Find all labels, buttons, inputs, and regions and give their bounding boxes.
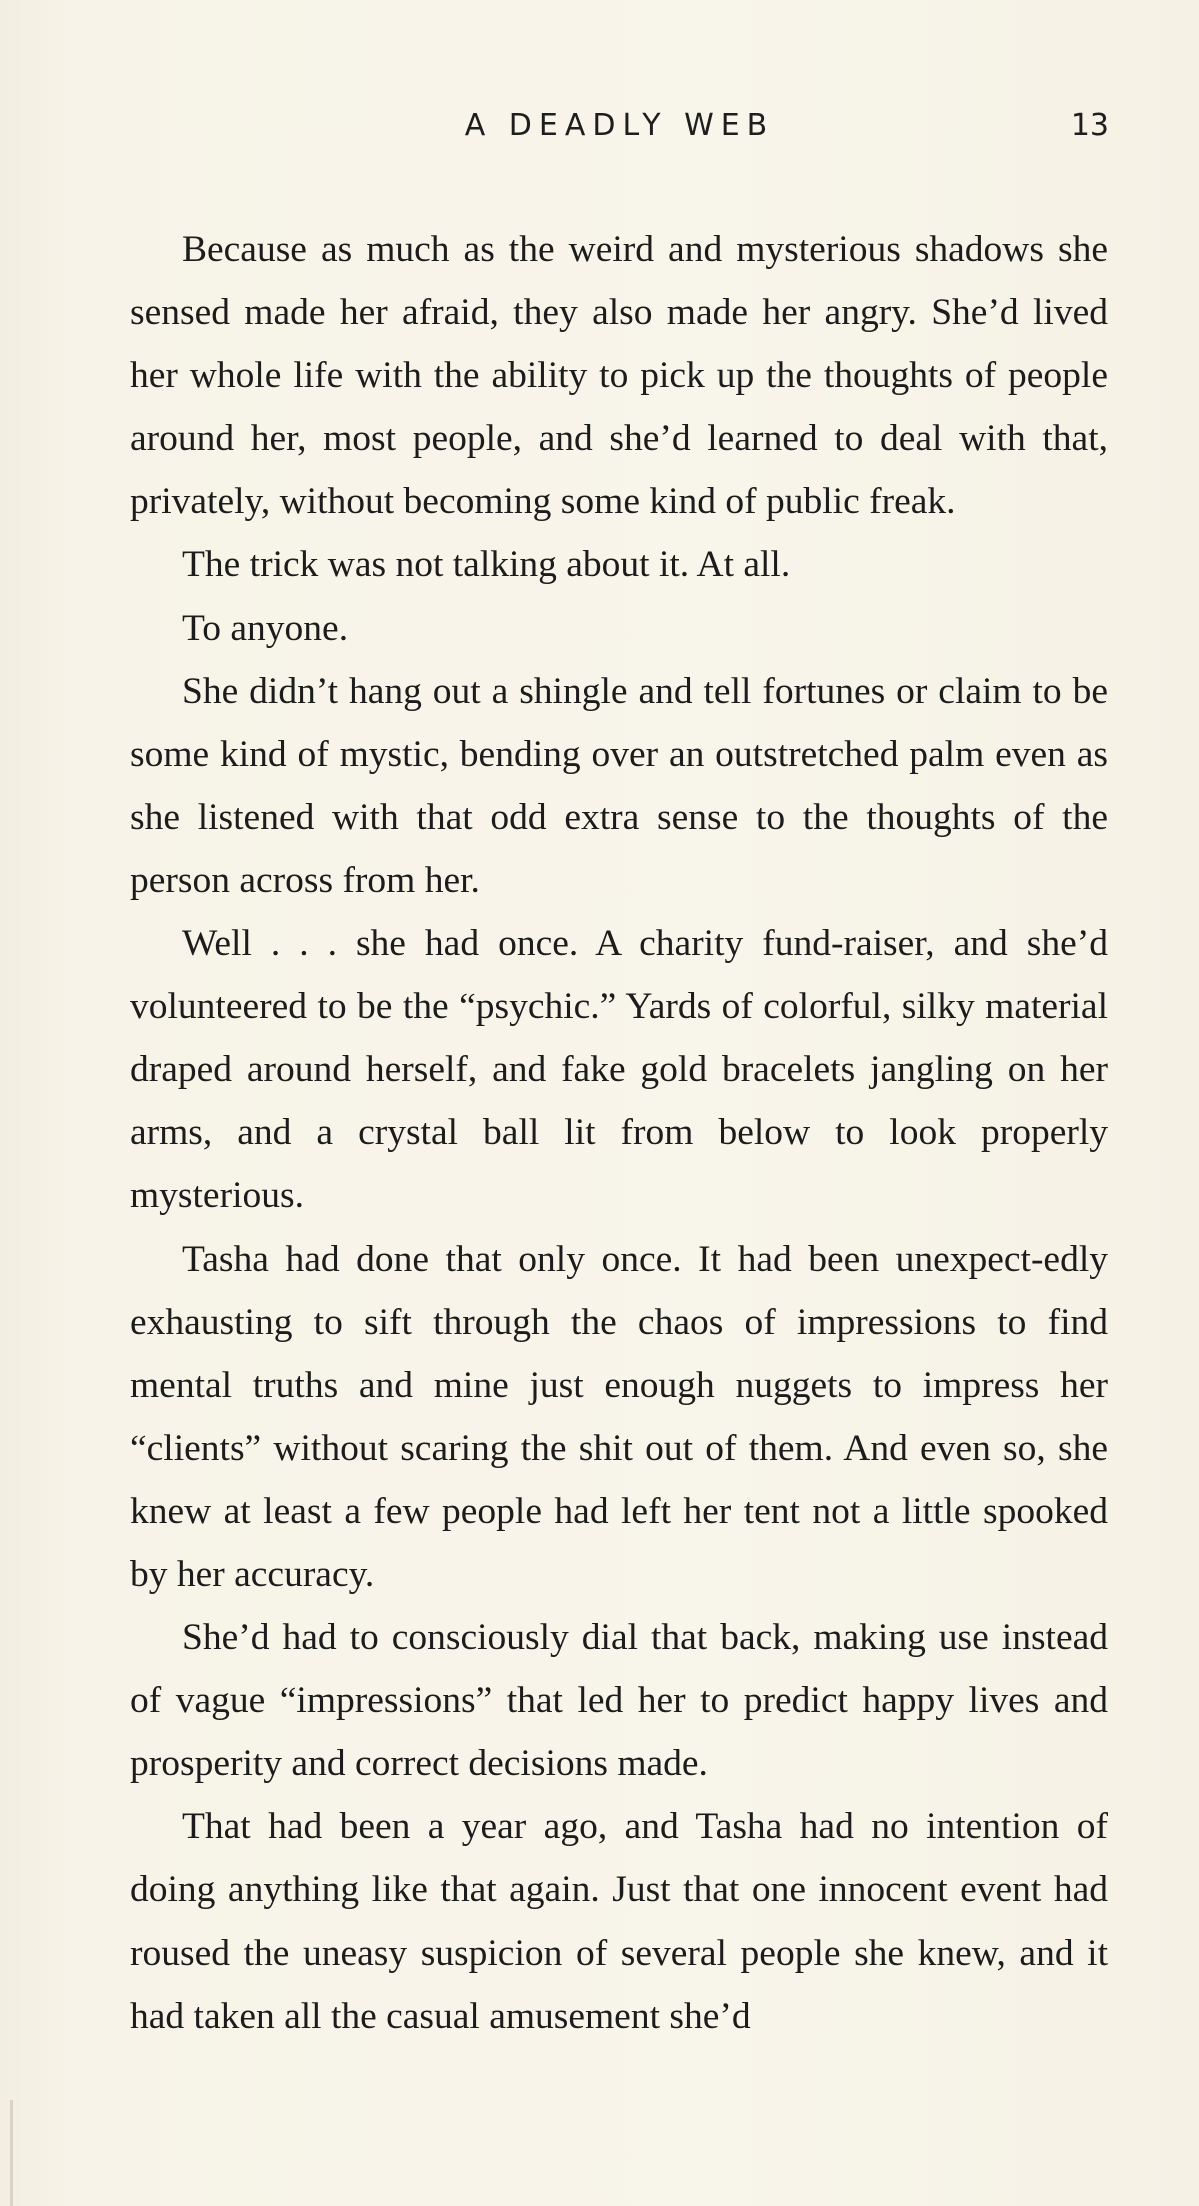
paragraph: To anyone. (182, 607, 349, 649)
page-gutter-shadow (10, 2100, 13, 2206)
running-title: A DEADLY WEB (464, 108, 775, 143)
body-text (130, 218, 1108, 2048)
paragraph: Tasha had done that only once. It had been unexpect-edly exhausting to sift through the chaos of impressions to find mental truths and mine just enough nuggets to impress her “clients” without scaring the shit out of them. And even so, she knew at least a few people had left her tent not a little spooked by her accuracy. (130, 1238, 1108, 1595)
paragraph: That had been a year ago, and Tasha had no intention of doing anything like that again. Just that one innocent event had roused the uneasy suspicion of several people she knew, and it had taken all the casual amusement she’d (130, 1806, 1108, 2037)
page-header (130, 108, 1109, 152)
paragraph: The trick was not talking about it. At all. (182, 544, 791, 586)
paragraph: Well . . . she had once. A charity fund-raiser, and she’d volunteered to be the “psychic.” Yards of colorful, silky material draped around herself, and fake gold bracelets jangling on her arms, and a crystal ball lit from below to look properly mysterious. (130, 923, 1108, 1217)
paragraph: She didn’t hang out a shingle and tell fortunes or claim to be some kind of mystic, bending over an outstretched palm even as she listened with that odd extra sense to the thoughts of the person across from her. (130, 670, 1108, 901)
page-number: 13 (1070, 108, 1109, 143)
paragraph: Because as much as the weird and mysterious shadows she sensed made her afraid, they also made her angry. She’d lived her whole life with the ability to pick up the thoughts of people around her, most people, and she’d learned to deal with that, privately, without becoming some kind of public freak. (130, 229, 1108, 523)
paragraph: She’d had to consciously dial that back, making use instead of vague “impressions” that led her to predict happy lives and prosperity and correct decisions made. (130, 1617, 1108, 1785)
